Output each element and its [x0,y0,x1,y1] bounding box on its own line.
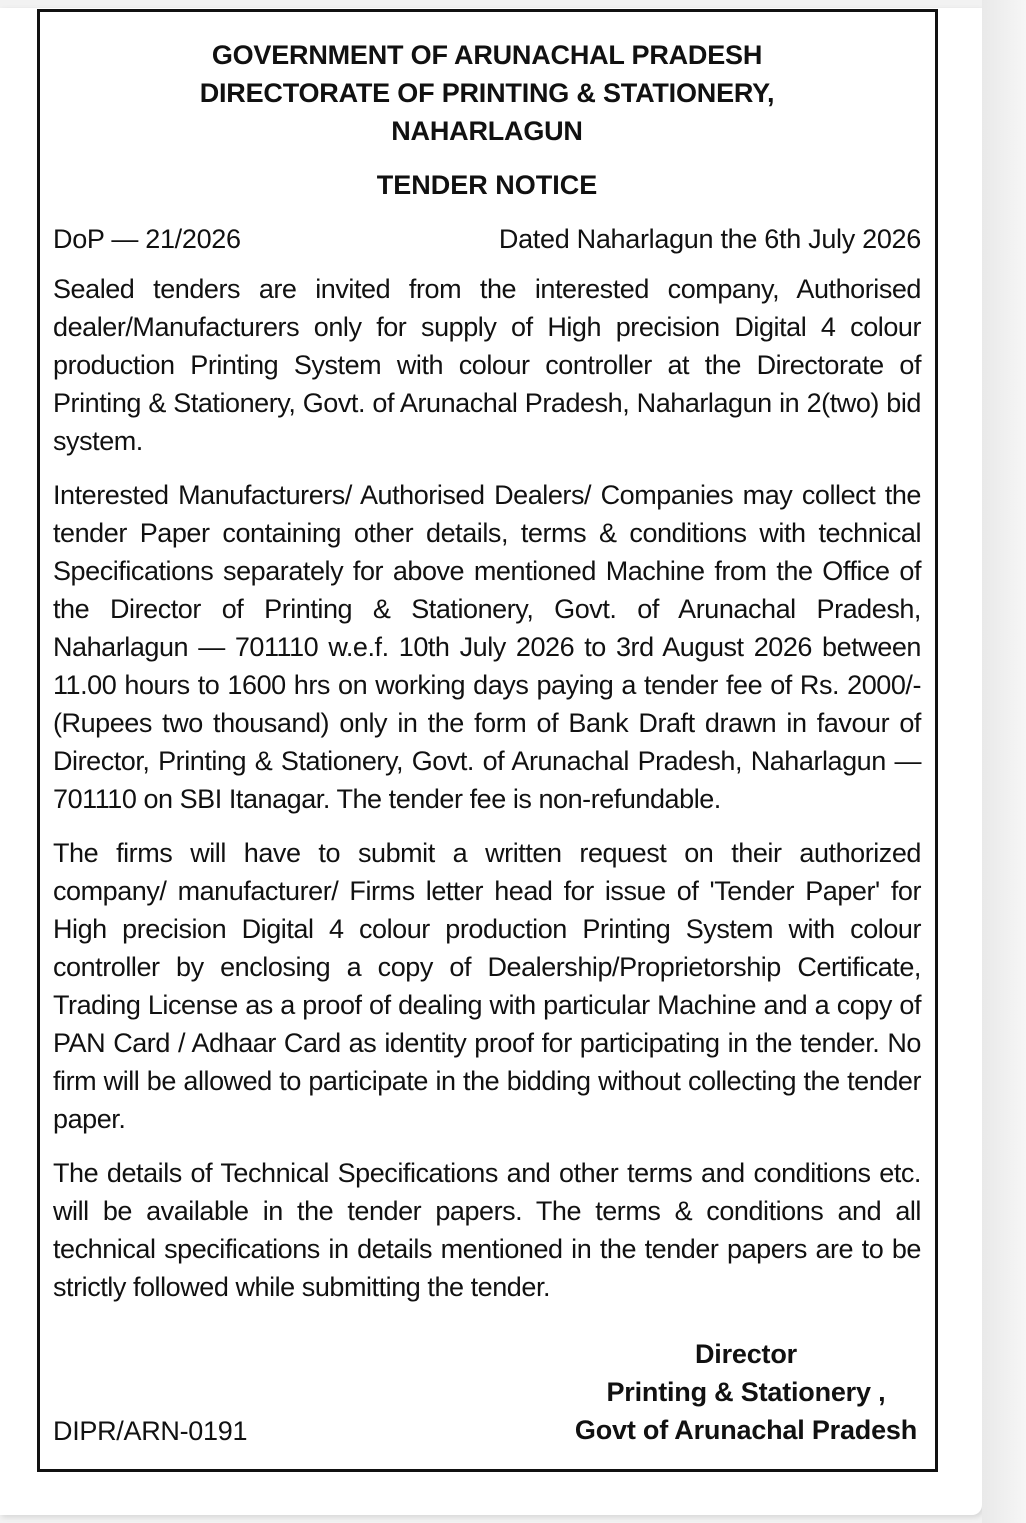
signature-title: Director [694,1339,797,1369]
signature-block [575,1335,917,1449]
notice-header [53,36,921,150]
reference-number: DoP — 21/2026 [53,224,241,254]
tender-notice-document [37,9,938,1472]
notice-content [53,36,921,1306]
signature-government: Govt of Arunachal Pradesh [574,1415,917,1445]
paragraph-request: The firms will have to submit a written request on their authorized company/ manufacturer/ Firms letter head for issue of 'Tender Paper' for High precision Digital 4 colour production Printing System with colour controller by enclosing a copy of Dealership/Proprietorship Certificate, Trading License as a proof of dealing with particular Machine and a copy of PAN Card / Adhaar Card as identity proof for participating in the tender. No firm will be allowed to participate in the bidding without collecting the tender paper. [53,838,921,1134]
notice-date: Dated Naharlagun the 6th July 2026 [498,224,921,254]
paragraph-collection: Interested Manufacturers/ Authorised Dealers/ Companies may collect the tender Paper containing other details, terms & conditions with technical Specifications separately for above mentioned Machine from the Office of the Director of Printing & Stationery, Govt. of Arunachal Pradesh, Naharlagun — 701110 w.e.f. 10th July 2026 to 3rd August 2026 between 11.00 hours to 1600 hrs on working days paying a tender fee of Rs. 2000/- (Rupees two thousand) only in the form of Bank Draft drawn in favour of Director, Printing & Stationery, Govt. of Arunachal Pradesh, Naharlagun — 701110 on SBI Itanagar. The tender fee is non-refundable. [53,480,921,814]
header-directorate: DIRECTORATE OF PRINTING & STATIONERY, [199,78,775,108]
paragraph-invitation: Sealed tenders are invited from the interested company, Authorised dealer/Manufacturers only for supply of High precision Digital 4 colour production Printing System with colour controller at the Directorate of Printing & Stationery, Govt. of Arunachal Pradesh, Naharlagun in 2(two) bid system. [53,274,921,456]
dipr-code: DIPR/ARN-0191 [53,1416,248,1446]
header-government: GOVERNMENT OF ARUNACHAL PRADESH [211,40,763,70]
scroll-area[interactable] [982,0,1026,1523]
reference-line [53,220,921,258]
header-location: NAHARLAGUN [391,116,583,146]
notice-title: TENDER NOTICE [376,170,598,200]
paragraph-terms: The details of Technical Specifications and other terms and conditions etc. will be available in the tender papers. The terms & conditions and all technical specifications in details mentioned in the tender papers are to be strictly followed while submitting the tender. [53,1158,921,1302]
signature-department: Printing & Stationery , [606,1377,886,1407]
